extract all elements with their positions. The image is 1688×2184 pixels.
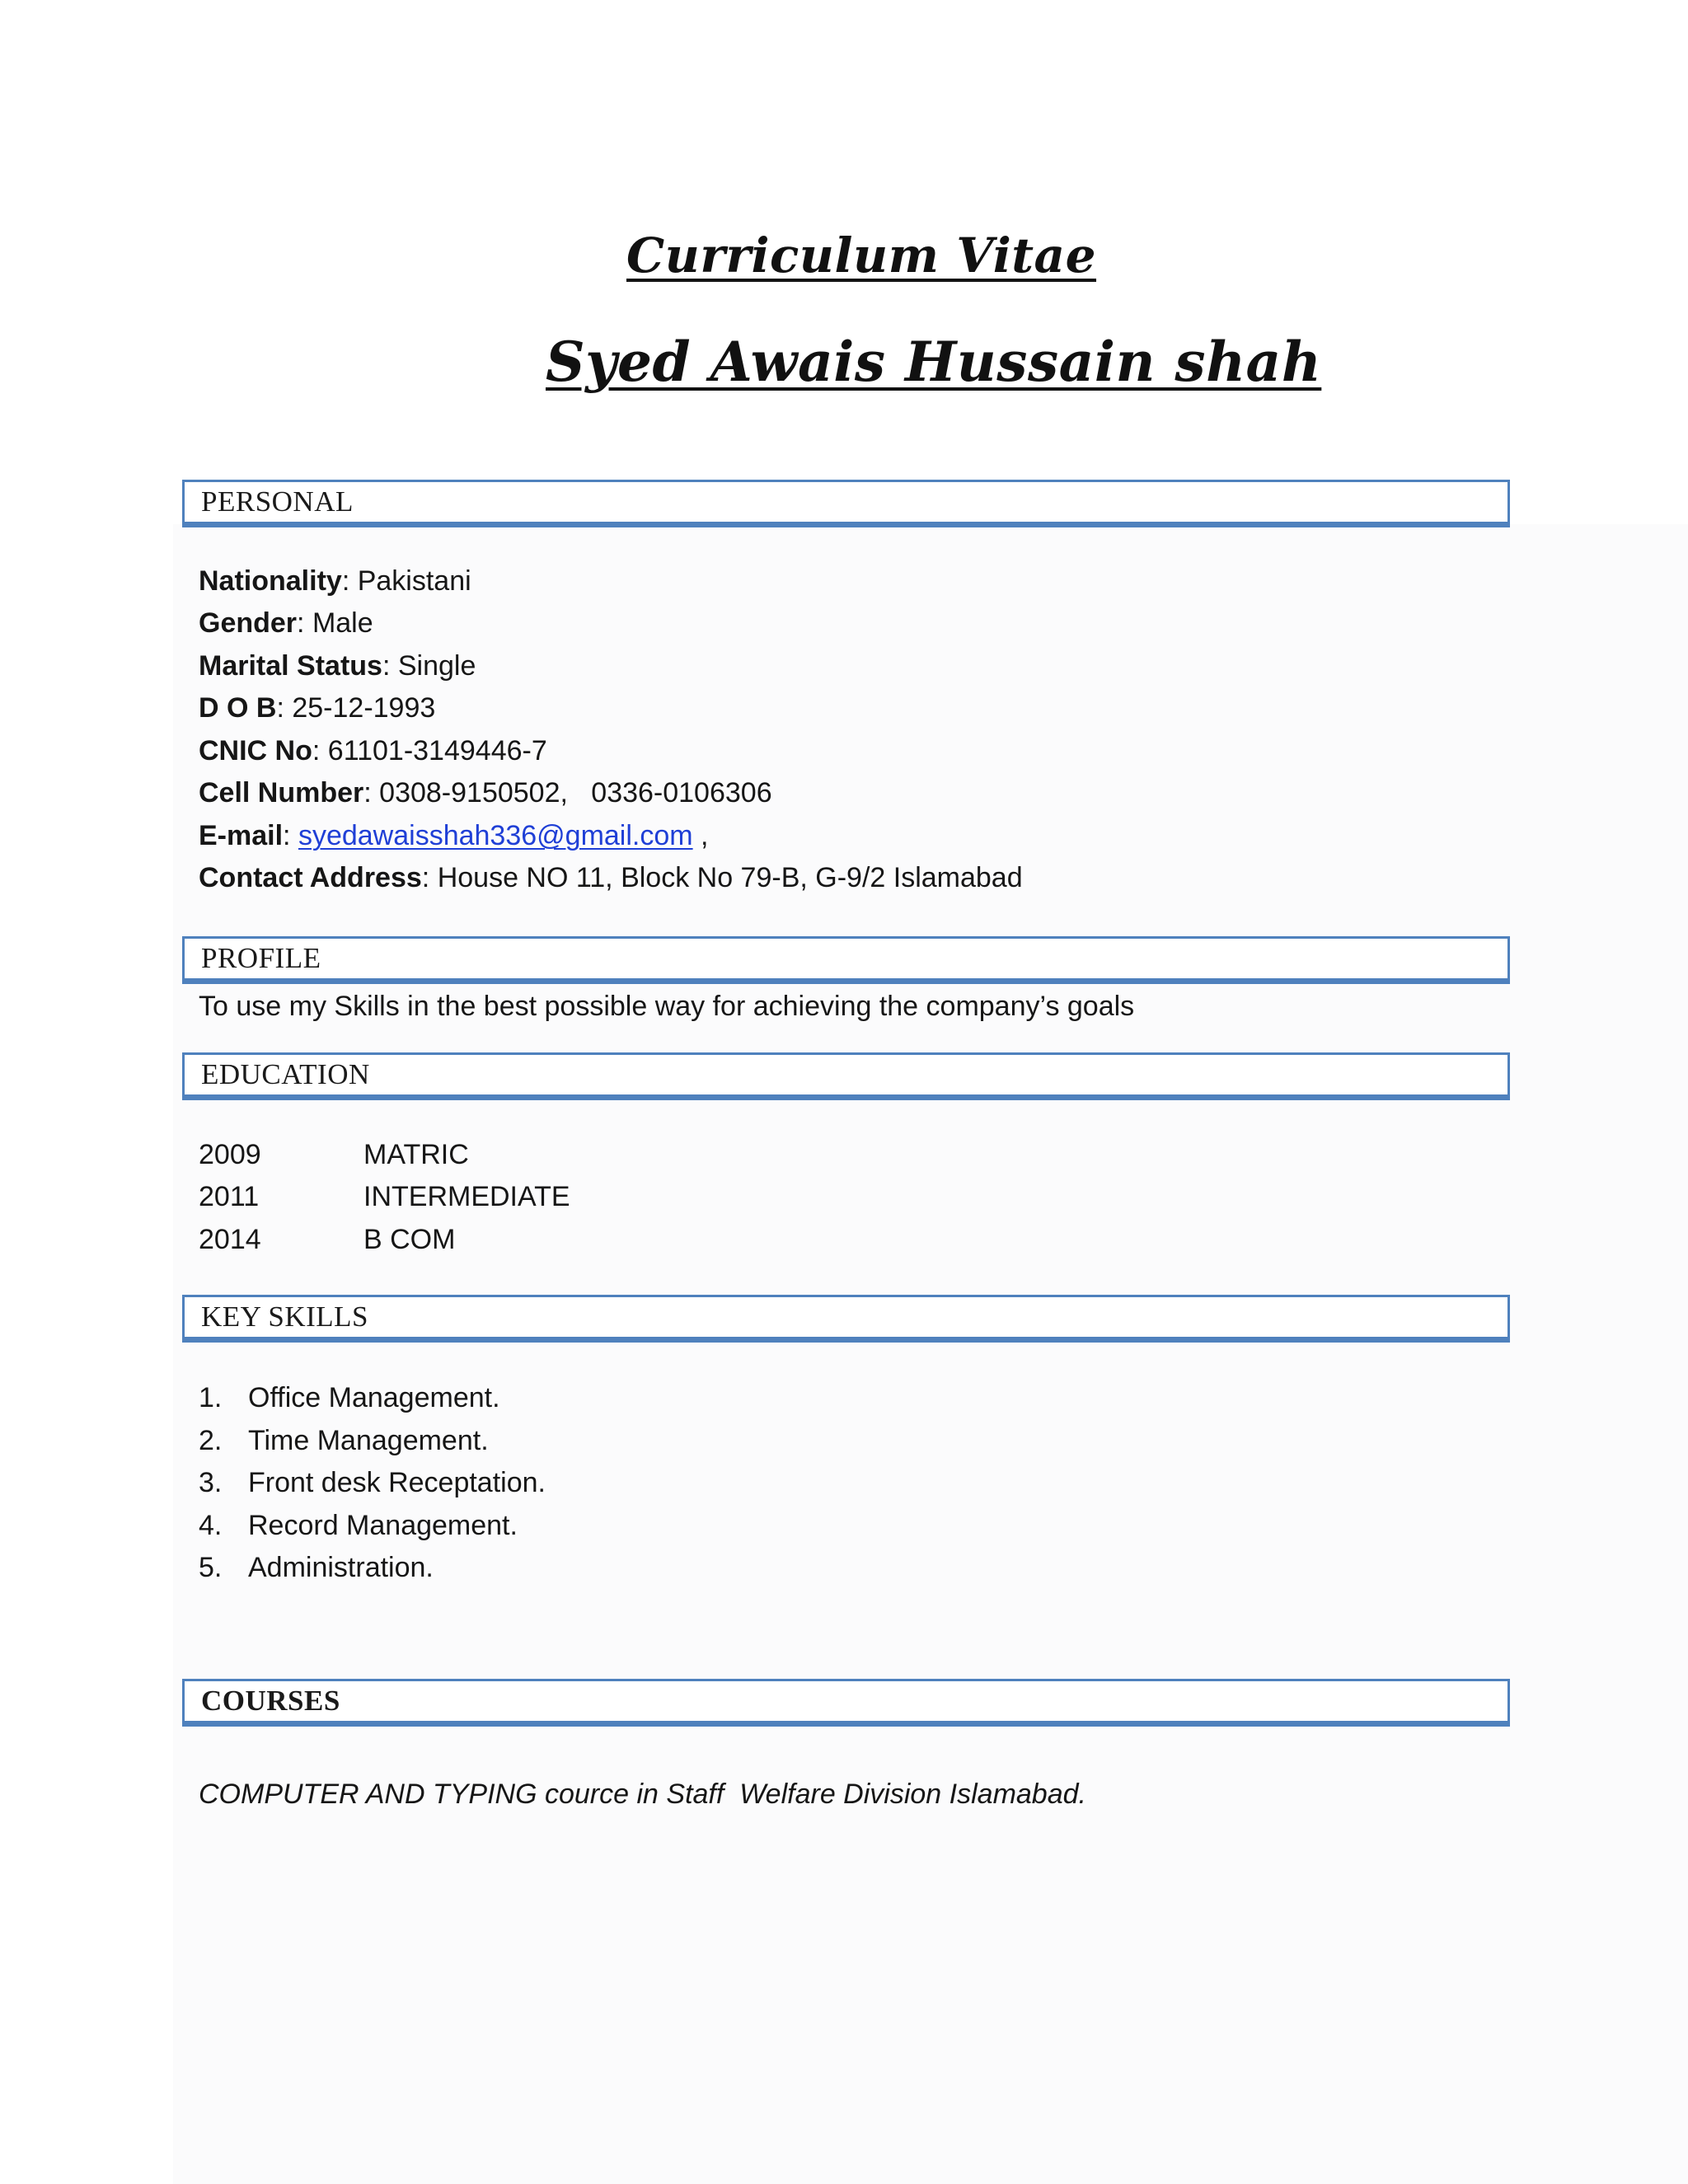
skill-text: Office Management.	[248, 1382, 500, 1413]
info-value: Pakistani	[357, 565, 471, 597]
info-label: Contact Address	[199, 862, 422, 893]
info-marital-status: Marital Status: Single	[199, 650, 476, 682]
document-title: Curriculum Vitae	[626, 227, 1097, 284]
skill-number: 2.	[199, 1425, 223, 1456]
education-qualification: INTERMEDIATE	[363, 1181, 570, 1212]
section-header-key-skills	[182, 1295, 1510, 1343]
info-value: Male	[312, 607, 373, 639]
section-header-profile	[182, 936, 1510, 984]
info-value: Single	[397, 650, 476, 682]
skill-number: 5.	[199, 1552, 223, 1583]
education-row	[199, 1224, 455, 1256]
education-qualification: MATRIC	[363, 1139, 469, 1170]
info-value: House NO 11, Block No 79-B, G-9/2 Islamabad	[437, 862, 1023, 893]
email-link[interactable]: syedawaisshah336@gmail.com	[298, 820, 693, 851]
education-year: 2011	[199, 1181, 260, 1212]
info-label: D O B	[199, 692, 277, 724]
skill-text: Time Management.	[248, 1425, 489, 1456]
info-dob: D O B: 25-12-1993	[199, 692, 436, 724]
education-year: 2009	[199, 1139, 261, 1170]
info-label: CNIC No	[199, 735, 312, 766]
info-value: 61101-3149446-7	[327, 735, 547, 766]
education-qualification: B COM	[363, 1224, 456, 1255]
skill-text: Record Management.	[248, 1510, 518, 1541]
section-title: PERSONAL	[201, 485, 354, 518]
info-cnic: CNIC No: 61101-3149446-7	[199, 735, 547, 766]
info-nationality: Nationality: Pakistani	[199, 565, 471, 597]
skill-item	[199, 1552, 434, 1584]
info-email: E-mail: syedawaisshah336@gmail.com ,	[199, 820, 709, 851]
info-contact-address: Contact Address: House NO 11, Block No 79-B, G-9/2 Islamabad	[199, 862, 1023, 893]
section-title: EDUCATION	[201, 1058, 370, 1090]
education-row	[199, 1139, 469, 1171]
skill-number: 1.	[199, 1382, 223, 1413]
info-label: Cell Number	[199, 777, 364, 808]
section-title: PROFILE	[201, 942, 321, 974]
section-header-courses	[182, 1679, 1510, 1727]
info-gender: Gender: Male	[199, 607, 373, 639]
section-title: KEY SKILLS	[201, 1301, 369, 1333]
section-title: COURSES	[201, 1685, 340, 1717]
education-row	[199, 1181, 570, 1213]
skill-item	[199, 1382, 500, 1414]
info-value: 25-12-1993	[292, 692, 436, 724]
skill-number: 3.	[199, 1467, 223, 1498]
skill-text: Administration.	[248, 1552, 434, 1583]
education-year: 2014	[199, 1224, 261, 1255]
info-value: 0308-9150502, 0336-0106306	[379, 777, 772, 808]
info-label: Marital Status	[199, 650, 382, 682]
info-cell-number: Cell Number: 0308-9150502, 0336-0106306	[199, 777, 772, 808]
info-label: E-mail	[199, 820, 284, 851]
skill-number: 4.	[199, 1510, 223, 1541]
skill-item	[199, 1425, 489, 1457]
profile-text: To use my Skills in the best possible way for achieving the company’s goals	[199, 991, 1135, 1022]
section-header-personal	[182, 480, 1510, 527]
content-background	[173, 524, 1688, 2184]
info-label: Gender	[199, 607, 298, 639]
skill-item	[199, 1510, 518, 1542]
candidate-name: Syed Awais Hussain shah	[546, 330, 1322, 394]
course-text: COMPUTER AND TYPING cource in Staff Welfare Division Islamabad.	[199, 1779, 1086, 1810]
info-label: Nationality	[199, 565, 342, 597]
email-suffix: ,	[692, 820, 709, 851]
section-header-education	[182, 1052, 1510, 1100]
skill-text: Front desk Receptation.	[248, 1467, 546, 1498]
skill-item	[199, 1467, 546, 1499]
